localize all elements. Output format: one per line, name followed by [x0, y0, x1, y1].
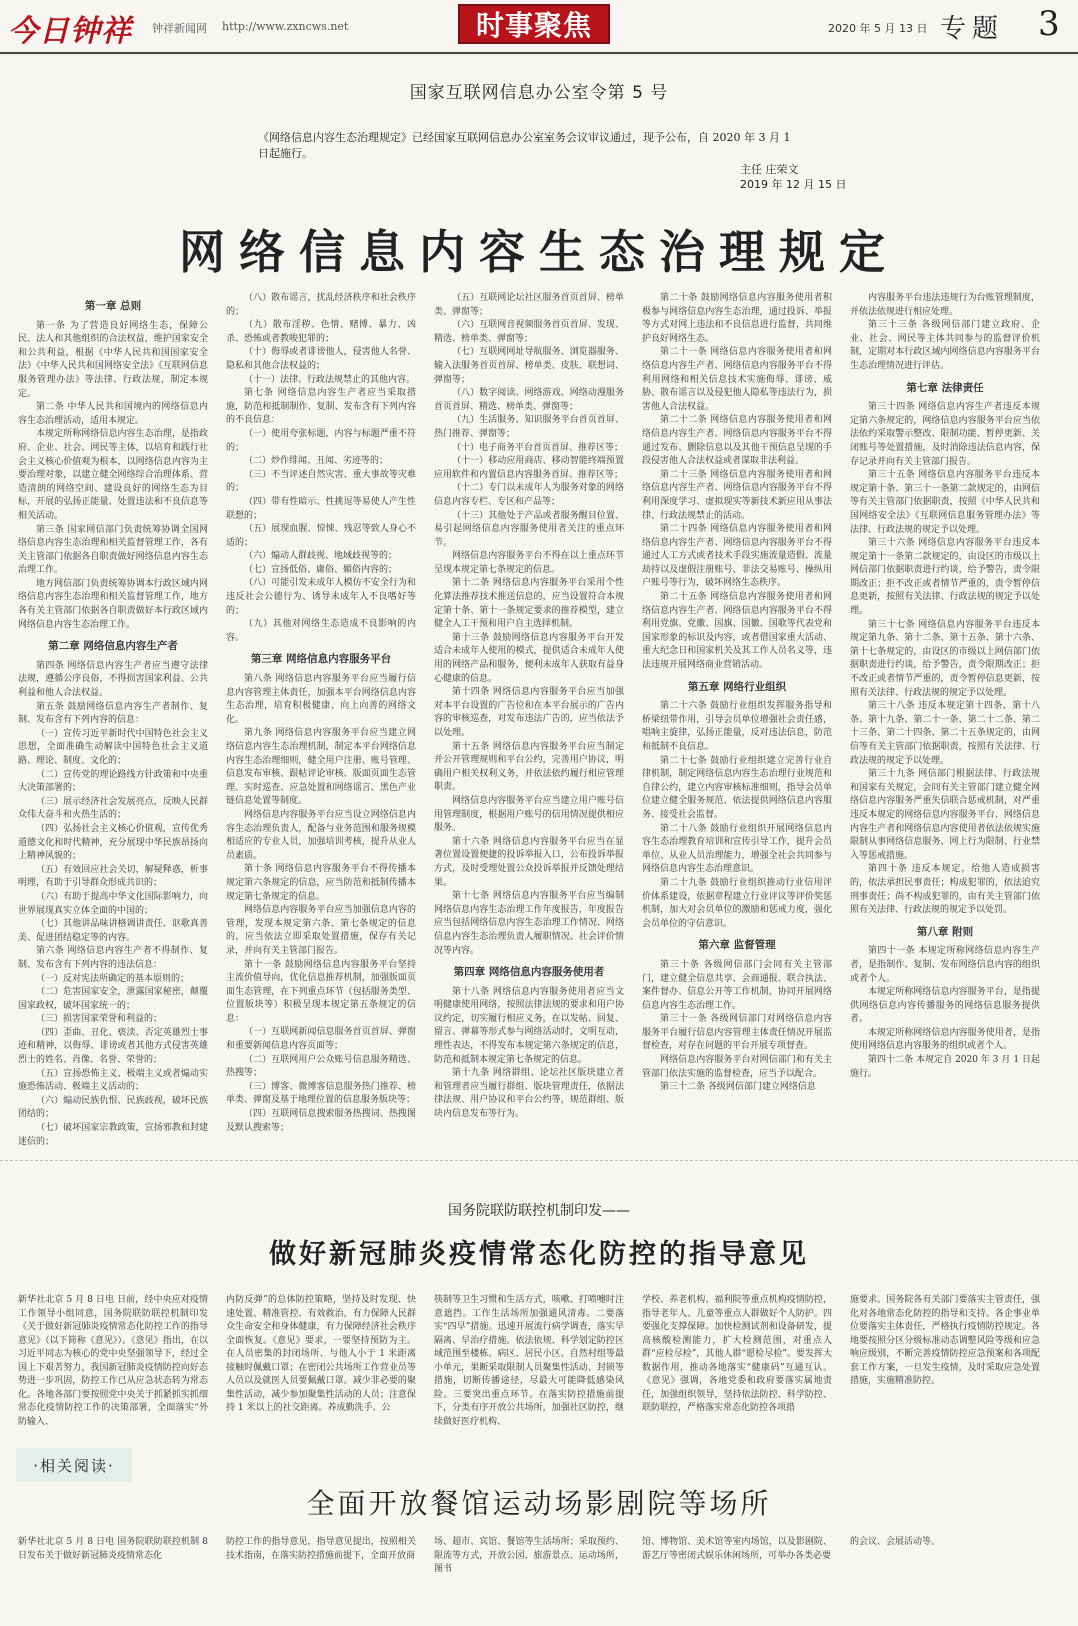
- article-column: 筷制等卫生习惯和生活方式，咳嗽、打喷嚏时注意遮挡。工作生活场所加强通风清毒。二要落实“四早”措施。迅速开展流行病学调查，落实早隔离、早治疗措施。依法依规、科学划定防控区域范围至楼栋、病区、居民小区、自然村组等最小单元，果断采取限制人员聚集性活动、封锁等措施，切断传播途径，尽最大可能降低感染风险。三要突出重点环节。在落实防控措施前提下，分类有序开放公共场所，加强社区防控，继续做好医疗机构、: [434, 1295, 624, 1427]
- article-paragraph: 第三条 国家网信部门负责统筹协调全国网络信息内容生态治理和相关监督管理工作，各有关主管部门依据各自职责做好网络信息内容生态治理工作。: [18, 524, 208, 576]
- article-paragraph: （七）其他讲品味讲格调讲责任、讴歌真善美、促进团结稳定等的内容。: [18, 919, 208, 943]
- article-paragraph: 第十六条 网络信息内容服务平台应当在显著位置设置便捷的投诉举报入口，公布投诉举报方式，及时受理处置公众投诉举报并反馈处理结果。: [434, 836, 624, 888]
- regulation-body: [0, 292, 1078, 1152]
- article-paragraph: （二）炒作绯闻、丑闻、劣迹等的；: [244, 456, 389, 467]
- site-name: 钟祥新闻网: [152, 22, 207, 35]
- related-body: [0, 1536, 1078, 1574]
- article-paragraph: （五）宣扬恐怖主义、极端主义或者煽动实施恐怖活动、极端主义活动的；: [18, 1068, 208, 1093]
- chapter-heading: 第五章 网络行业组织: [687, 680, 787, 693]
- article-paragraph: （五）互联网论坛社区服务首页首屏、榜单类、弹窗等；: [434, 293, 624, 317]
- article-paragraph: （五）有效回应社会关切，解疑释惑，析事明理，有助于引导群众形成共识的；: [18, 864, 208, 889]
- article-paragraph: （三）损害国家荣誉和利益的；: [36, 1014, 163, 1025]
- article-paragraph: （七）宣扬低俗、庸俗、媚俗内容的；: [244, 564, 398, 575]
- article-paragraph: 内容服务平台违法违规行为台账管理制度，并依法依规进行相应处理。: [850, 293, 1040, 317]
- related-column: 的会议、会展活动等。: [850, 1537, 941, 1547]
- article-paragraph: 第十三条 鼓励网络信息内容服务平台开发适合未成年人使用的模式，提供适合未成年人使用的网络产品和服务，便利未成年人获取有益身心健康的信息。: [434, 632, 624, 684]
- article-paragraph: 第四十一条 本规定所称网络信息内容生产者，是指制作、复制、发布网络信息内容的组织或者个人。: [850, 946, 1040, 984]
- related-column: 新华社北京 5 月 8 日电 国务院联防联控机制 8 日发布关于做好新冠肺炎疫情常态化: [18, 1537, 208, 1561]
- article-paragraph: 第十二条 网络信息内容服务平台采用个性化算法推荐技术推送信息的，应当设置符合本规定第十条、第十一条规定要求的推荐模型，建立健全人工干预和用户自主选择机制。: [434, 578, 624, 630]
- article-paragraph: 第二十一条 网络信息内容服务使用者和网络信息内容生产者、网络信息内容服务平台不得利用网络和相关信息技术实施侮辱、诽谤、威胁、散布谣言以及侵犯他人隐私等违法行为，损害他人合法权益。: [642, 347, 832, 412]
- signer-name: 主任 庄荣文: [740, 163, 799, 176]
- article-paragraph: （四）互联网信息搜索服务热搜词、热搜图及默认搜索等；: [226, 1109, 416, 1133]
- article-paragraph: 第一条 为了营造良好网络生态，保障公民、法人和其他组织的合法权益，维护国家安全和公共利益，根据《中华人民共和国国家安全法》《中华人民共和国网络安全法》《互联网信息服务管理办法》等法律、行政法规，制定本规定。: [18, 320, 208, 399]
- article-paragraph: （三）不当评述自然灾害、重大事故等灾难的；: [226, 469, 416, 494]
- article-paragraph: 第八条 网络信息内容服务平台应当履行信息内容管理主体责任，加强本平台网络信息内容生态治理，培育积极健康、向上向善的网络文化。: [226, 674, 416, 725]
- article-paragraph: （四）歪曲、丑化、亵渎、否定英雄烈士事迹和精神，以侮辱、诽谤或者其他方式侵害英雄烈士的姓名、肖像、名誉、荣誉的；: [18, 1027, 208, 1066]
- article-paragraph: （一）互联网新闻信息服务首页首屏、弹窗和重要新闻信息内容页面等；: [226, 1027, 416, 1052]
- section-divider: [0, 1160, 1078, 1161]
- article-paragraph: （六）有助于提高中华文化国际影响力，向世界展现真实立体全面的中国的；: [18, 891, 208, 916]
- article-paragraph: 第十九条 网络群组、论坛社区版块建立者和管理者应当履行群组、版块管理责任，依据法律法规、用户协议和平台公约等，规范群组、版块内信息发布等行为。: [434, 1068, 624, 1120]
- article-paragraph: 第三十六条 网络信息内容服务平台违反本规定第十一条第二款规定的，由设区的市级以上网信部门依据职责进行约谈，给予警告，责令限期改正；拒不改正或者情节严重的，责令暂停信息更新，按照有关法律、行政法规的规定予以处理。: [850, 538, 1040, 617]
- related-column: 防控工作的指导意见，指导意见提出，按照相关技术指南，在落实防控措施前提下，全面开放商: [226, 1537, 416, 1561]
- article-paragraph: 第十四条 网络信息内容服务平台应当加强对本平台设置的广告位和在本平台展示的广告内容的审核巡查，对发布违法广告的，应当依法予以处理。: [434, 687, 624, 738]
- article-paragraph: 第三十条 各级网信部门会同有关主管部门，建立健全信息共享、会商通报、联合执法、案件督办、信息公开等工作机制，协同开展网络信息内容生态治理工作。: [642, 959, 832, 1011]
- related-column: 场、超市、宾馆、餐馆等生活场所；采取预约、限流等方式，开放公园、旅游景点、运动场所，图书: [434, 1537, 624, 1574]
- text-column-4: [642, 292, 832, 1152]
- article-paragraph: （八）散布谣言，扰乱经济秩序和社会秩序的；: [226, 293, 416, 317]
- article-paragraph: 第四十条 违反本规定，给他人造成损害的，依法承担民事责任；构成犯罪的，依法追究刑事责任；尚不构成犯罪的，由有关主管部门依照有关法律、行政法规的规定予以处罚。: [850, 864, 1040, 916]
- article-paragraph: 第三十七条 网络信息内容服务平台违反本规定第九条、第十二条、第十五条、第十六条、第十七条规定的，由设区的市级以上网信部门依据职责进行约谈，给予警告，责令限期改正；拒不改正或者情节严重的，责令暂停信息更新，按照有关法律、行政法规的规定予以处理。: [850, 619, 1040, 698]
- article-paragraph: 第二十三条 网络信息内容服务使用者和网络信息内容生产者、网络信息内容服务平台不得利用深度学习、虚拟现实等新技术新应用从事法律、行政法规禁止的活动。: [642, 469, 832, 521]
- article-paragraph: （七）互联网网址导航服务、浏览器服务、输入法服务首页首屏、榜单类、皮肤、联想词、弹窗等；: [434, 347, 624, 385]
- article-paragraph: 本规定所称网络信息内容生态治理，是指政府、企业、社会、网民等主体，以培育和践行社会主义核心价值观为根本，以网络信息内容为主要治理对象，以建立健全网络综合治理体系、营造清朗的网络空间、建设良好的网络生态为目标，开展的弘扬正能量、处置违法和不良信息等相关活动。: [18, 429, 208, 521]
- chapter-heading: 第三章 网络信息内容服务平台: [250, 653, 392, 666]
- article-paragraph: 第四条 网络信息内容生产者应当遵守法律法规，遵循公序良俗，不得损害国家利益、公共利益和他人合法权益。: [18, 660, 208, 699]
- article-paragraph: 第三十八条 违反本规定第十四条、第十八条、第十九条、第二十一条、第二十二条、第二十三条、第二十四条、第二十五条规定的，由网信等有关主管部门依据职责，按照有关法律、行政法规的规定予以处理。: [850, 701, 1040, 766]
- chapter-heading: 第二章 网络信息内容生产者: [48, 640, 178, 653]
- article-paragraph: 第三十一条 各级网信部门对网络信息内容服务平台履行信息内容管理主体责任情况开展监督检查，对存在问题的平台开展专项督查。: [642, 1014, 832, 1052]
- article-paragraph: 本规定所称网络信息内容服务使用者，是指使用网络信息内容服务的组织或者个人。: [850, 1027, 1040, 1052]
- article-paragraph: 网络信息内容服务平台应当建立用户账号信用管理制度，根据用户账号的信用情况提供相应服务。: [434, 795, 624, 834]
- chapter-heading: 第四章 网络信息内容服务使用者: [453, 966, 605, 979]
- chapter-heading: 第一章 总则: [84, 300, 142, 312]
- article-paragraph: （六）互联网音视频服务首页首屏、发现、精选、榜单类、弹窗等；: [434, 320, 624, 344]
- article-paragraph: （二）宣传党的理论路线方针政策和中央重大决策部署的；: [18, 769, 208, 794]
- article-paragraph: 第二十条 鼓励网络信息内容服务使用者积极参与网络信息内容生态治理，通过投诉、举报等方式对网上违法和不良信息进行监督，共同维护良好网络生态。: [642, 293, 832, 344]
- main-headline: 网络信息内容生态治理规定: [179, 225, 899, 279]
- article-body: [0, 1294, 1078, 1430]
- article-paragraph: （四）弘扬社会主义核心价值观，宣传优秀道德文化和时代精神，充分展现中华民族昂扬向上精神风貌的；: [18, 823, 208, 862]
- order-signature: [740, 162, 846, 192]
- article-paragraph: 网络信息内容服务平台应当设立网络信息内容生态治理负责人，配备与业务范围和服务规模相适应的专业人员，加强培训考核，提升从业人员素质。: [226, 809, 416, 861]
- article-paragraph: 第二十四条 网络信息内容服务使用者和网络信息内容生产者、网络信息内容服务平台不得通过人工方式或者技术手段实施流量造假、流量劫持以及虚假注册账号、非法交易账号、操纵用户账号等行为，破坏网络生态秩序。: [642, 524, 832, 589]
- sign-date: 2019 年 12 月 15 日: [740, 178, 847, 191]
- article-paragraph: （十）侮辱或者诽谤他人，侵害他人名誉、隐私和其他合法权益的；: [226, 347, 416, 371]
- article-subhead: 国务院联防联控机制印发——: [448, 1203, 630, 1219]
- section-banner: 时事聚焦: [458, 4, 610, 44]
- article-paragraph: 第十五条 网络信息内容服务平台应当制定并公开管理规则和平台公约，完善用户协议，明确用户相关权利义务，并依法依约履行相应管理职责。: [434, 741, 624, 793]
- article-paragraph: （一）使用夸张标题，内容与标题严重不符的；: [226, 428, 416, 453]
- article-paragraph: 第十一条 鼓励网络信息内容服务平台坚持主流价值导向，优化信息推荐机制，加强版面页面生态管理，在下列重点环节（包括服务类型、位置版块等）积极呈现本规定第五条规定的信息：: [226, 959, 416, 1024]
- article-paragraph: （六）煽动民族仇恨、民族歧视，破坏民族团结的；: [18, 1095, 208, 1120]
- article-paragraph: 第二十二条 网络信息内容服务使用者和网络信息内容生产者、网络信息内容服务平台不得通过发布、删除信息以及其他干预信息呈现的手段侵害他人合法权益或者谋取非法利益。: [642, 415, 832, 467]
- article-paragraph: 第三十五条 网络信息内容服务平台违反本规定第十条、第三十一条第二款规定的，由网信等有关主管部门依据职责，按照《中华人民共和国网络安全法》《互联网信息服务管理办法》等法律、行政法规的规定予以处理。: [850, 470, 1040, 535]
- article-paragraph: 第二十九条 鼓励行业组织推动行业信用评价体系建设，依据章程建立行业评议等评价奖惩机制，加大对会员单位的激励和惩戒力度，强化会员单位的守信意识。: [642, 877, 832, 929]
- chapter-heading: 第七章 法律责任: [906, 381, 984, 394]
- article-paragraph: （八）数字阅读、网络游戏、网络动漫服务首页首屏、精选、榜单类、弹窗等；: [434, 388, 624, 412]
- article-paragraph: 第二十七条 鼓励行业组织建立完善行业自律机制，制定网络信息内容生态治理行业规范和自律公约，建立内容审核标准细则，指导会员单位建立健全服务规范、依法提供网络信息内容服务、接受社会监督。: [642, 755, 832, 820]
- article-paragraph: （六）煽动人群歧视、地域歧视等的；: [244, 551, 398, 562]
- article-paragraph: （九）其他对网络生态造成不良影响的内容。: [226, 619, 416, 643]
- article-paragraph: 网络信息内容服务平台不得在以上重点环节呈现本规定第七条规定的信息。: [434, 551, 624, 575]
- article-column: 学校、养老机构、福利院等重点机构疫情防控，指导老年人、儿童等重点人群做好个人防护。四要强化支撑保障。加快检测试剂和设备研发，提高核酸检测能力，扩大检测范围，对重点人群“应检尽检”，其他人群“愿检尽检”。要发挥大数据作用，推动各地落实“健康码”互通互认。《意见》强调，各地党委和政府要落实属地责任，加强组织领导，坚持依法防控、科学防控、联防联控，严格落实常态化防控各项措: [642, 1295, 832, 1413]
- article-paragraph: （一）宣传习近平新时代中国特色社会主义思想，全面准确生动解读中国特色社会主义道路、理论、制度、文化的；: [18, 728, 208, 766]
- article-paragraph: 第五条 鼓励网络信息内容生产者制作、复制、发布含有下列内容的信息：: [18, 701, 208, 726]
- article-headline: 做好新冠肺炎疫情常态化防控的指导意见: [269, 1239, 809, 1270]
- article-paragraph: （十三）其他处于产品或者服务醒目位置、易引起网络信息内容服务使用者关注的重点环节。: [434, 510, 624, 548]
- article-paragraph: （七）破坏国家宗教政策，宣扬邪教和封建迷信的；: [18, 1123, 208, 1147]
- article-paragraph: 第九条 网络信息内容服务平台应当建立网络信息内容生态治理机制，制定本平台网络信息内容生态治理细则，健全用户注册、账号管理、信息发布审核、跟帖评论审核、版面页面生态管理、实时巡查、应急处置和网络谣言、黑色产业链信息处置等制度。: [226, 728, 416, 807]
- article-paragraph: 第四十二条 本规定自 2020 年 3 月 1 日起施行。: [850, 1055, 1040, 1079]
- article-paragraph: 第十七条 网络信息内容服务平台应当编制网络信息内容生态治理工作年度报告，年度报告应当包括网络信息内容生态治理工作情况、网络信息内容生态治理负责人履职情况、社会评价情况等内容。: [434, 891, 624, 956]
- article-paragraph: （九）散布淫秽、色情、赌博、暴力、凶杀、恐怖或者教唆犯罪的；: [226, 320, 416, 344]
- order-preamble: 《网络信息内容生态治理规定》已经国家互联网信息办公室室务会议审议通过，现予公布，自 2020 年 3 月 1 日起施行。: [258, 131, 791, 160]
- order-title: 国家互联网信息办公室令第 5 号: [409, 83, 669, 103]
- text-column-2: [226, 292, 416, 1152]
- text-column-3: [434, 292, 624, 1152]
- article-paragraph: 第二十六条 鼓励行业组织发挥服务指导和桥梁纽带作用，引导会员单位增强社会责任感，唱响主旋律，弘扬正能量，反对违法信息，防范和抵制不良信息。: [642, 701, 832, 752]
- article-paragraph: （五）展现血腥、惊悚、残忍等致人身心不适的；: [226, 524, 416, 548]
- article-paragraph: 本规定所称网络信息内容服务平台，是指提供网络信息内容传播服务的网络信息服务提供者。: [850, 987, 1040, 1025]
- site-url[interactable]: http://www.zxncws.net: [222, 20, 349, 33]
- article-paragraph: （十一）法律、行政法规禁止的其他内容。: [244, 374, 416, 385]
- article-paragraph: （三）展示经济社会发展亮点，反映人民群众伟大奋斗和火热生活的；: [18, 796, 208, 821]
- article-paragraph: （一）反对宪法所确定的基本原则的；: [36, 973, 190, 984]
- related-reading-label: ·相关阅读·: [16, 1448, 132, 1482]
- article-paragraph: （九）生活服务、知识服务平台首页首屏、热门推荐、弹窗等；: [434, 415, 624, 439]
- article-paragraph: （二）危害国家安全，泄露国家秘密，颠覆国家政权，破坏国家统一的；: [18, 987, 208, 1011]
- article-paragraph: 第六条 网络信息内容生产者不得制作、复制、发布含有下列内容的违法信息：: [18, 946, 208, 970]
- article-paragraph: 第十条 网络信息内容服务平台不得传播本规定第六条规定的信息，应当防范和抵制传播本规定第七条规定的信息。: [226, 864, 416, 902]
- article-paragraph: （八）可能引发未成年人模仿不安全行为和违反社会公德行为、诱导未成年人不良嗜好等的；: [226, 578, 416, 616]
- article-paragraph: 第十八条 网络信息内容服务使用者应当文明健康使用网络，按照法律法规的要求和用户协议约定，切实履行相应义务，在以发帖、回复、留言、弹幕等形式参与网络活动时，文明互动，理性表达，不得发布本规定第六条规定的信息，防范和抵制本规定第七条规定的信息。: [434, 986, 624, 1065]
- article-paragraph: 第七条 网络信息内容生产者应当采取措施，防范和抵制制作、复制、发布含有下列内容的不良信息：: [226, 388, 416, 426]
- article-paragraph: （三）博客、微博客信息服务热门推荐、榜单类、弹窗及基于地理位置的信息服务版块等；: [226, 1081, 416, 1106]
- article-paragraph: （十二）专门以未成年人为服务对象的网络信息内容专栏、专区和产品等；: [434, 483, 624, 507]
- chapter-heading: 第六章 监督管理: [698, 939, 776, 952]
- masthead: [0, 0, 1078, 54]
- section-name: 专题: [940, 14, 1005, 44]
- article-paragraph: 第三十四条 网络信息内容生产者违反本规定第六条规定的，网络信息内容服务平台应当依法依约采取警示整改、限制功能、暂停更新、关闭账号等处置措施，及时消除违法信息内容，保存记录并向有关主管部门报告。: [850, 402, 1040, 467]
- chapter-heading: 第八章 附则: [916, 925, 974, 938]
- newspaper-logo: 今日钟祥: [8, 14, 132, 49]
- article-paragraph: 第二十五条 网络信息内容服务使用者和网络信息内容生产者、网络信息内容服务平台不得利用党旗、党徽、国旗、国徽、国歌等代表党和国家形象的标识及内容，或者借国家重大活动、重大纪念日和国家机关及其工作人员名义等，违法违规开展网络商业营销活动。: [642, 592, 832, 671]
- article-paragraph: （二）互联网用户公众账号信息服务精选、热搜等；: [226, 1054, 416, 1079]
- article-paragraph: 第三十二条 各级网信部门建立网络信息: [660, 1082, 816, 1093]
- article-column: 施要求。国务院各有关部门要落实主管责任，强化对各地常态化防控的指导和支持。各企事业单位要落实主体责任，严格执行疫情防控规定。各地要按照分区分级标准动态调整风险等级和应急响应级别，不断完善疫情防控应急预案和各项配套工作方案，一旦发生疫情，及时采取应急处置措施，实施精准防控。: [850, 1295, 1040, 1386]
- article-paragraph: 网络信息内容服务平台对网信部门和有关主管部门依法实施的监督检查，应当予以配合。: [642, 1055, 832, 1079]
- article-paragraph: （十）电子商务平台首页首屏、推荐区等；: [452, 442, 624, 453]
- article-paragraph: 网络信息内容服务平台应当加强信息内容的管理，发现本规定第六条、第七条规定的信息的，应当依法立即采取处置措施，保存有关记录，并向有关主管部门报告。: [226, 905, 416, 956]
- related-column: 馆、博物馆、美术馆等室内场馆，以及影剧院、游艺厅等密闭式娱乐休闲场所，可举办各类必要: [642, 1537, 832, 1561]
- article-paragraph: 第二条 中华人民共和国境内的网络信息内容生态治理活动，适用本规定。: [18, 402, 208, 426]
- article-paragraph: 第二十八条 鼓励行业组织开展网络信息内容生态治理教育培训和宣传引导工作，提升会员单位、从业人员治理能力，增强全社会共同参与网络信息内容生态治理意识。: [642, 823, 832, 875]
- article-paragraph: 第三十三条 各级网信部门建立政府、企业、社会、网民等主体共同参与的监督评价机制，定期对本行政区域内网络信息内容服务平台生态治理情况进行评估。: [850, 320, 1040, 371]
- page-number: 3: [1038, 4, 1060, 44]
- issue-date: 2020 年 5 月 13 日: [828, 22, 928, 35]
- article-column: 内防反弹”的总体防控策略，坚持及时发现、快速处置、精准管控、有效救治，有力保障人民群众生命安全和身体健康，有力保障经济社会秩序全面恢复。《意见》要求，一要坚持预防为主。在人员密集的封闭场所、与他人小于 1 米距离接触时佩戴口罩；在密闭公共场所工作营业员等人员以及就医人员要佩戴口罩。减少非必要的聚集性活动，减少参加聚集性活动的人员；注意保持 1 米以上的社交距离。养成勤洗手、公: [226, 1295, 416, 1413]
- article-paragraph: （十一）移动应用商店、移动智能终端预置应用软件和内置信息内容服务首屏、推荐区等；: [434, 456, 624, 480]
- text-column-5: [850, 292, 1040, 1152]
- related-headline: 全面开放餐馆运动场影剧院等场所: [306, 1487, 772, 1520]
- article-column: 新华社北京 5 月 8 日电 日前，经中央应对疫情工作领导小组同意，国务院联防联控机制印发《关于做好新冠肺炎疫情常态化防控工作的指导意见》（以下简称《意见》）。《意见》指出，在以习近平同志为核心的党中央坚强领导下，经过全国上下艰苦努力，我国新冠肺炎疫情防控向好态势进一步巩固，防控工作已从应急状态转为常态化。各地各部门要按照党中央关于抓紧抓实抓细常态化疫情防控工作的决策部署，全面落实“外防输入、: [18, 1295, 208, 1427]
- article-paragraph: 地方网信部门负责统筹协调本行政区域内网络信息内容生态治理和相关监督管理工作，地方各有关主管部门依据各自职责做好本行政区域内网络信息内容生态治理工作。: [18, 578, 208, 630]
- article-paragraph: 第三十九条 网信部门根据法律、行政法规和国家有关规定，会同有关主管部门建立健全网络信息内容服务严重失信联合惩戒机制，对严重违反本规定的网络信息内容服务平台、网络信息内容生产者和网络信息内容使用者依法依规实施限制从事网络信息服务、网上行为限制、行业禁入等惩戒措施。: [850, 769, 1040, 861]
- text-column-1: [18, 292, 208, 1152]
- article-paragraph: （四）带有性暗示、性挑逗等易使人产生性联想的；: [226, 496, 416, 521]
